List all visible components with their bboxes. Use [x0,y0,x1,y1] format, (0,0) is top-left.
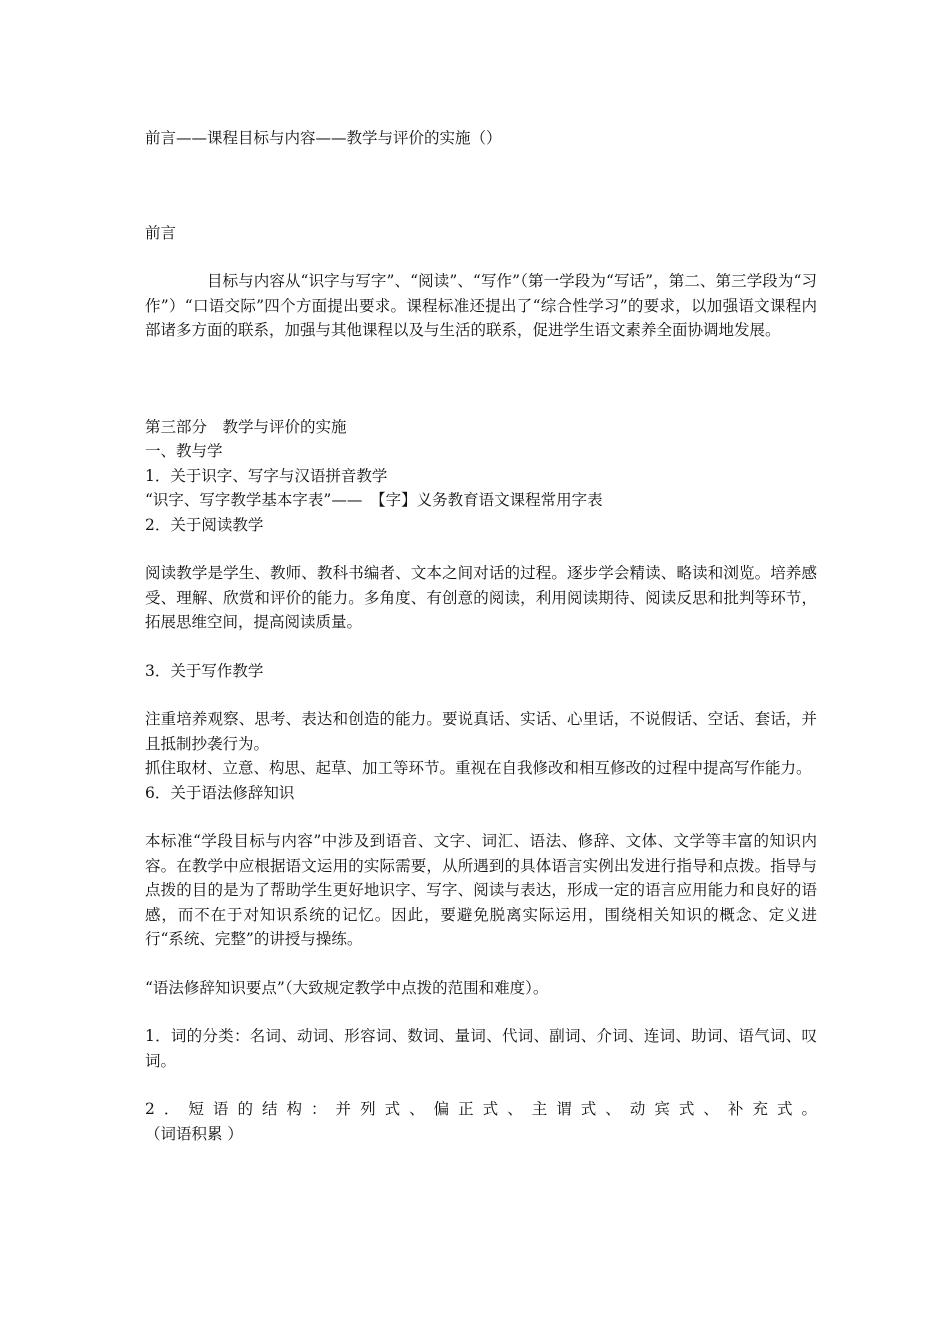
grammar-point-1: 1．词的分类：名词、动词、形容词、数词、量词、代词、副词、介词、连词、助词、语气词、叹词。 [145,1027,817,1070]
item1-reference: “识字、写字教学基本字表”—— 【字】义务教育语文课程常用字表 [145,491,603,509]
item2-title: 2．关于阅读教学 [145,515,264,534]
document-body [145,126,817,1146]
document-title: 前言——课程目标与内容——教学与评价的实施（） [145,129,502,147]
item3-title: 3．关于写作教学 [145,661,264,680]
spacer [145,537,817,561]
spacer [145,245,817,269]
preface-paragraph: 目标与内容从“识字与写字”、“阅读”、“写作”（第一学段为“写话”，第二、第三学段为“习作”）“口语交际”四个方面提出要求。课程标准还提出了“综合性学习”的要求，以加强语文课程内部诸多方面的联系，加强与其他课程以及与生活的联系，促进学生语文素养全面协调地发展。 [145,272,817,339]
spacer [145,635,817,659]
spacer [145,683,817,707]
grammar-point-2: 2．短语的结构：并列式、偏正式、主谓式、动宾式、补充式。 [145,1100,817,1118]
spacer [145,952,817,976]
item6-paragraph: 本标准“学段目标与内容”中涉及到语音、文字、词汇、语法、修辞、文体、文学等丰富的知识内容。在教学中应根据语文运用的实际需要，从所遇到的具体语言实例出发进行指导和点拨。指导与点拨的目的是为了帮助学生更好地识字、写字、阅读与表达，形成一定的语言应用能力和良好的语感，而不在于对知识系统的记忆。因此，要避免脱离实际运用，围绕相关知识的概念、定义进行“系统、完整”的讲授与操练。 [145,832,817,948]
part3-heading: 第三部分 教学与评价的实施 [145,417,347,436]
spacer [145,151,817,221]
item6-title: 6．关于语法修辞知识 [145,783,295,802]
preface-heading: 前言 [145,223,177,242]
spacer [145,1000,817,1024]
section1-heading: 一、教与学 [145,442,223,460]
grammar-point-2-note: （词语积累 ） [145,1124,243,1143]
item3-paragraph-1: 注重培养观察、思考、表达和创造的能力。要说真话、实话、心里话，不说假话、空话、套话，并且抵制抄袭行为。 [145,710,817,753]
spacer [145,805,817,829]
grammar-note: “语法修辞知识要点”（大致规定教学中点拨的范围和难度）。 [145,978,549,997]
spacer [145,1073,817,1097]
spacer [145,343,817,415]
item1-title: 1．关于识字、写字与汉语拼音教学 [145,466,388,485]
item2-paragraph: 阅读教学是学生、教师、教科书编者、文本之间对话的过程。逐步学会精读、略读和浏览。培养感受、理解、欣赏和评价的能力。多角度、有创意的阅读，利用阅读期待、阅读反思和批判等环节，拓展思维空间，提高阅读质量。 [145,564,817,631]
item3-paragraph-2: 抓住取材、立意、构思、起草、加工等环节。重视在自我修改和相互修改的过程中提高写作能力。 [145,759,812,777]
